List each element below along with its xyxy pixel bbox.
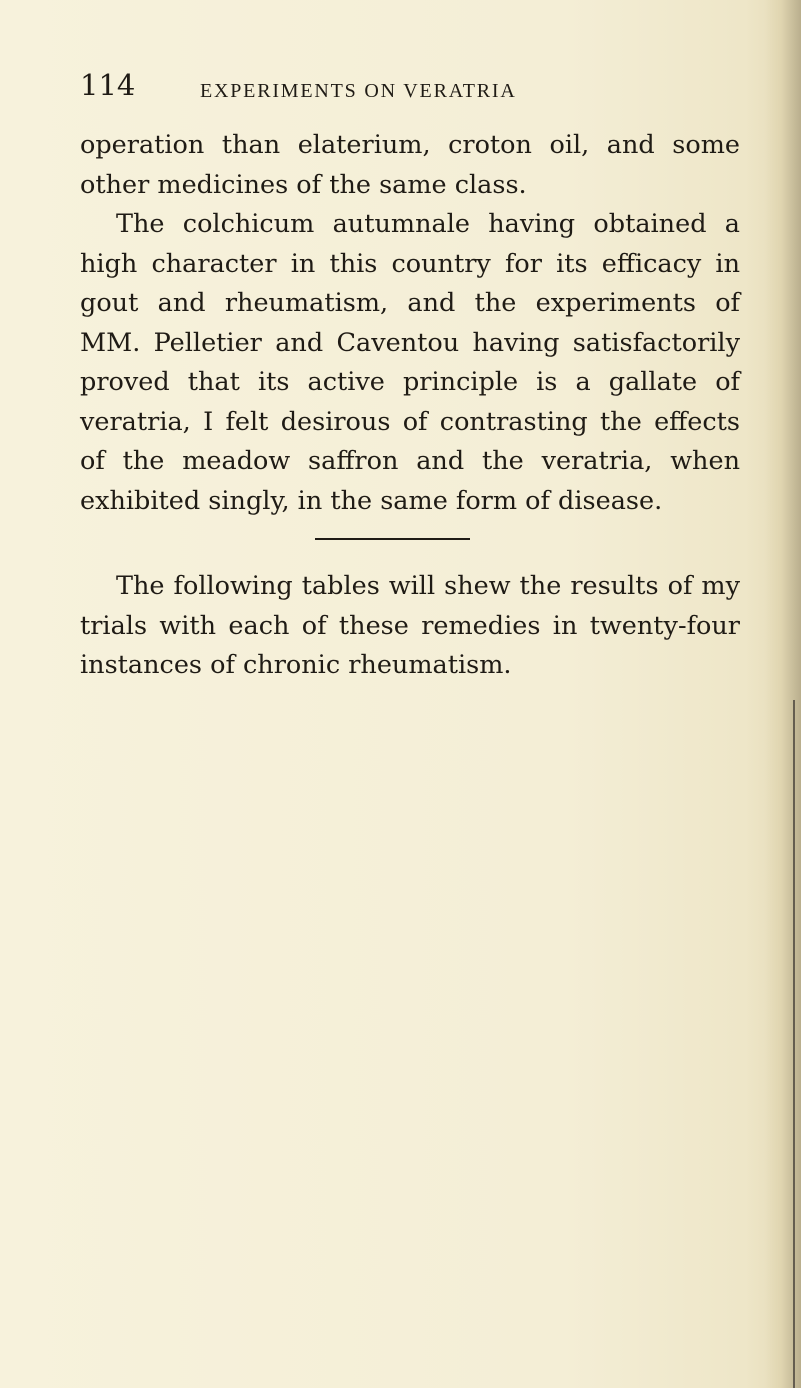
paragraph-tables-intro: The following tables will shew the results of my trials with each of these remedies in twenty-four instances of chronic rheumatism. [80, 571, 740, 680]
running-title: EXPERIMENTS ON VERATRIA [200, 80, 517, 102]
page-edge-line [793, 700, 795, 1388]
page-number: 114 [80, 68, 136, 102]
section-divider [315, 538, 470, 540]
paragraph-colchicum: The colchicum autumnale having obtained a high character in this country for its efficacy in gout and rheumatism, and the experiments of MM. Pelletier and Caventou having satisfactorily proved that its active principle is a gallate of veratria, I felt desirous of contrasting the effects of the meadow saffron and the veratria, when exhibited singly, in the same form of disease. [80, 209, 740, 516]
page-edge-shadow [765, 0, 801, 1388]
paragraph-continuation: operation than elaterium, croton oil, and some other medicines of the same class. [80, 130, 740, 200]
